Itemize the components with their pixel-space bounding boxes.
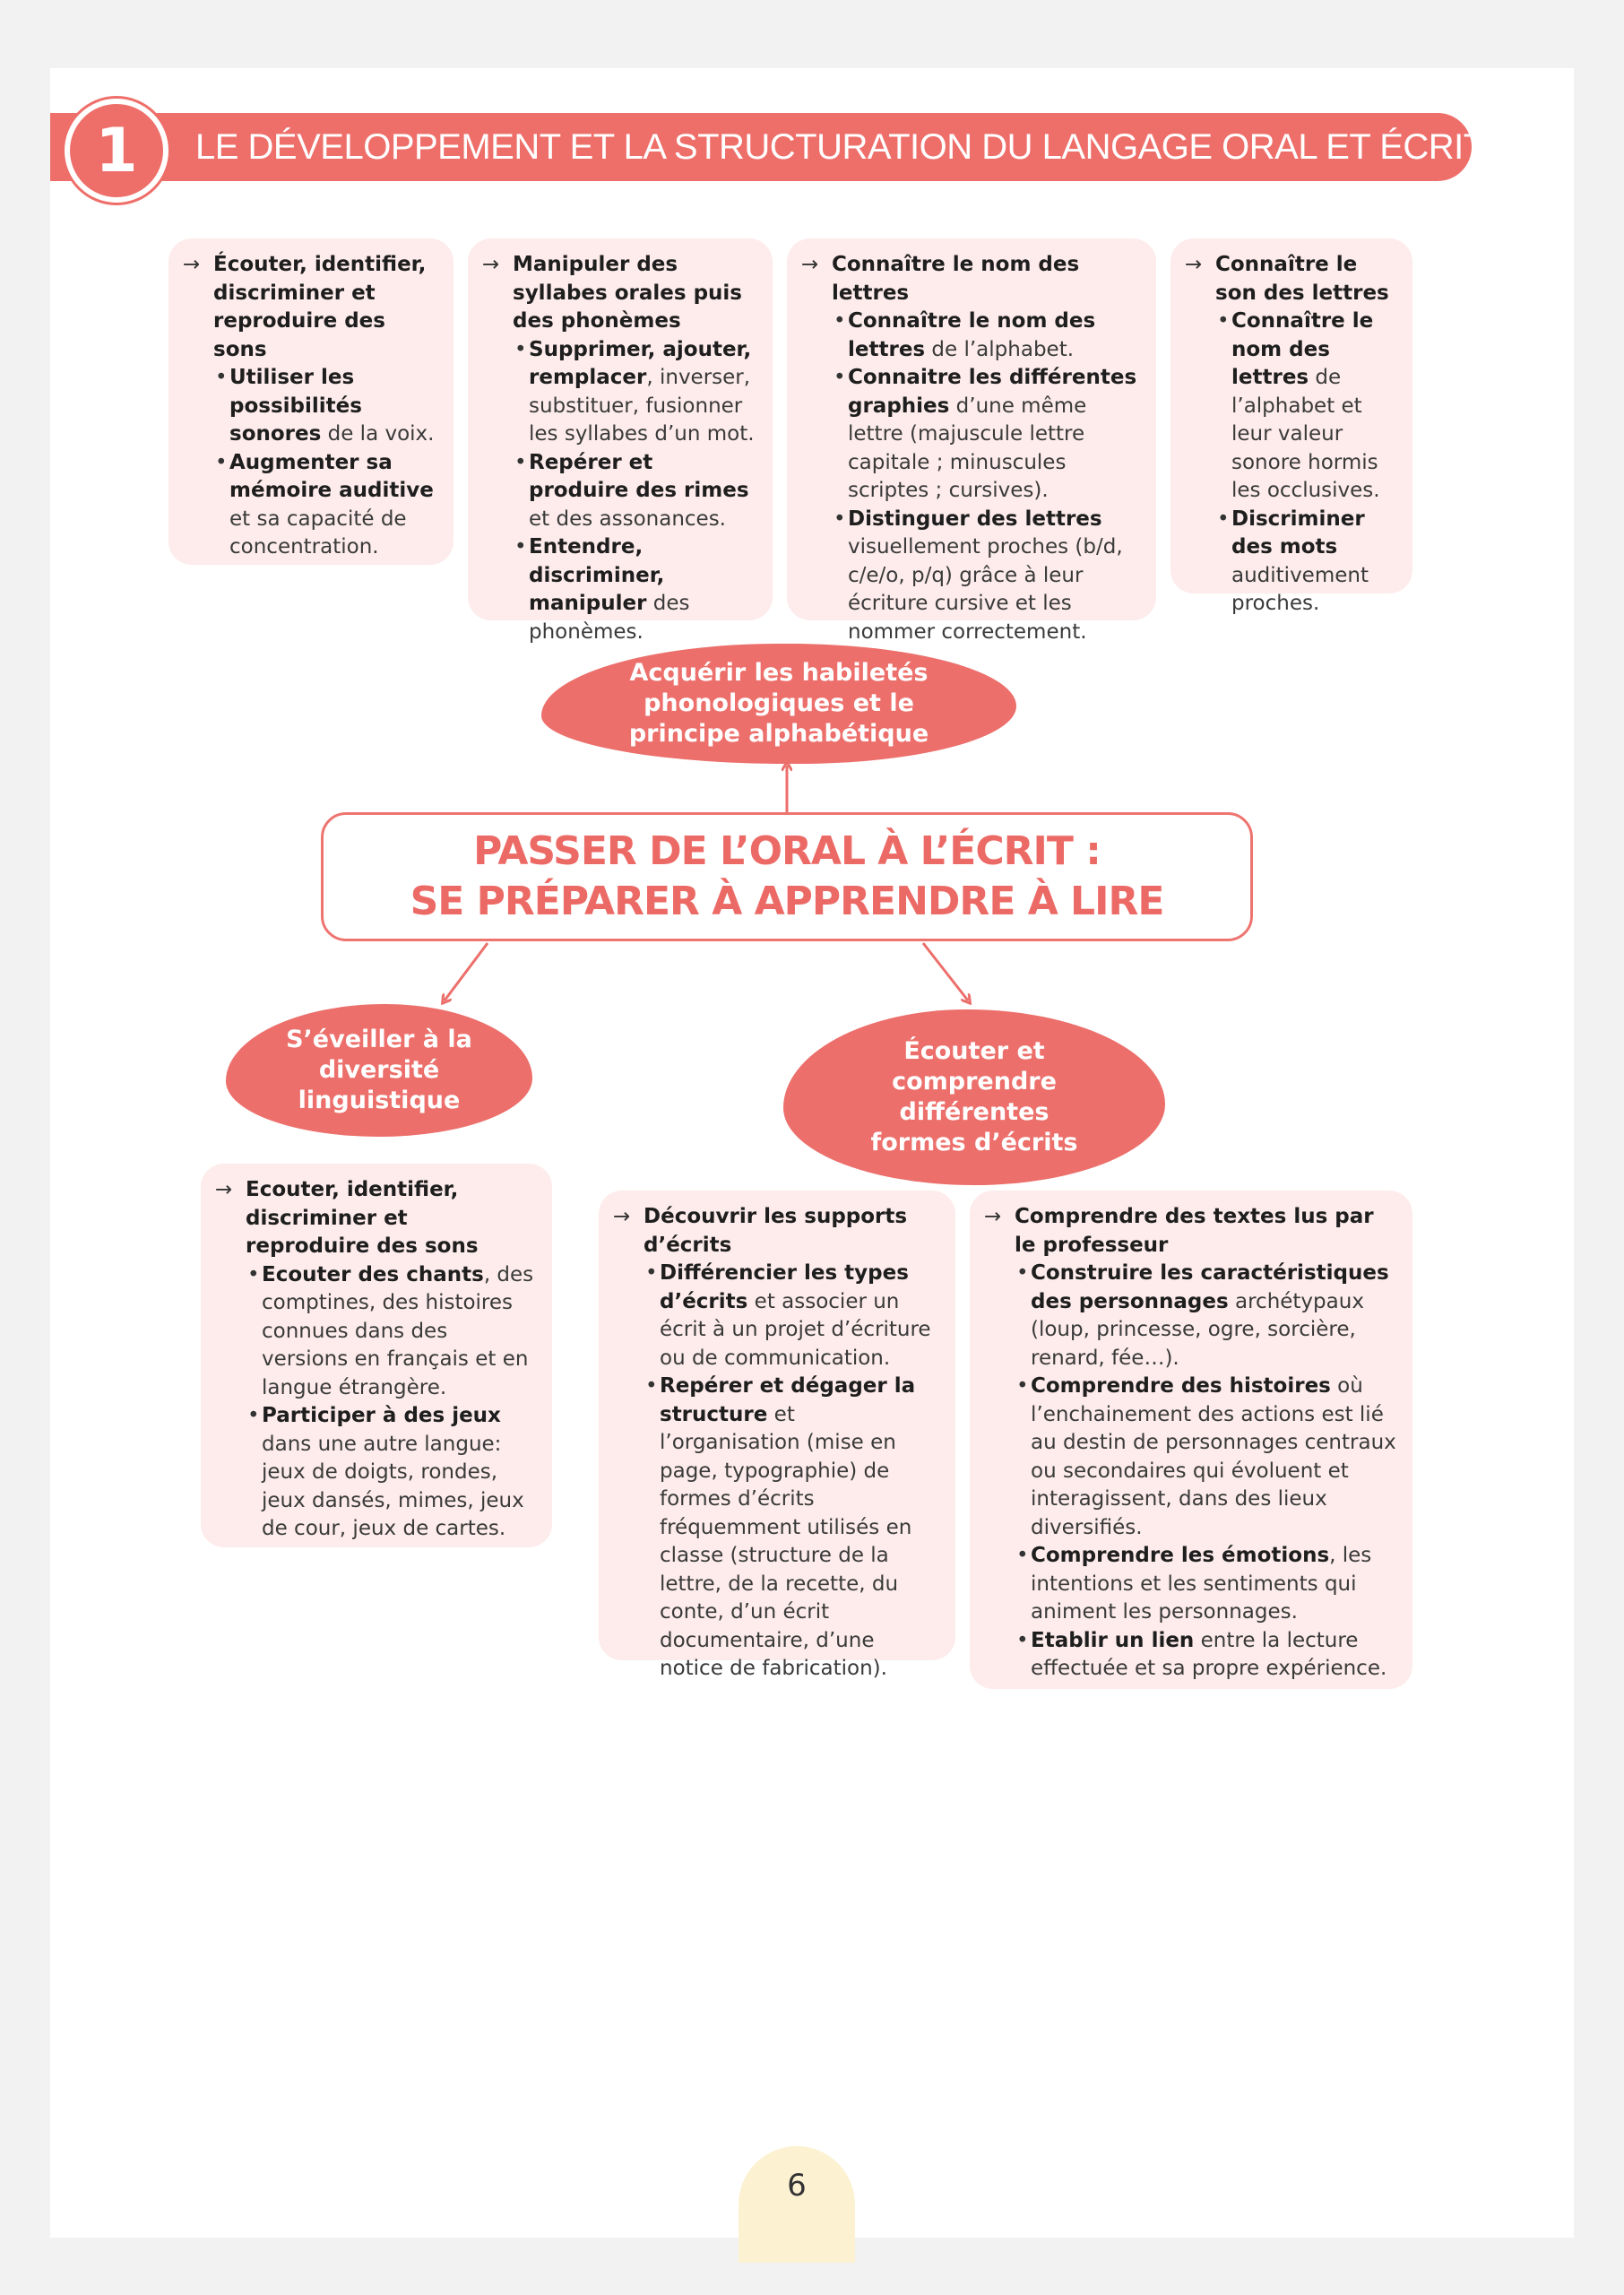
box-item-bold: Participer à des jeux: [262, 1404, 501, 1427]
box-item-bold: Différencier les types d’écrits: [660, 1261, 909, 1313]
page-number-label: 6: [787, 2168, 807, 2204]
page-number: [739, 2146, 855, 2263]
section-number-badge: 1: [65, 99, 168, 203]
box-item-bold: Comprendre les émotions: [1031, 1544, 1330, 1567]
box-item-text: et l’organisation (mise en page, typographie) de formes d’écrits fréquemment utilisés en classe (structure de la lettre, de la recette, du conte, d’un écrit documentaire, d’une notice de fabrication).: [660, 1402, 912, 1680]
skill-box-writing-supports: [599, 1191, 955, 1680]
connector-arrows: [50, 68, 1574, 1144]
box-item-bold: Comprendre des histoires: [1031, 1374, 1331, 1398]
box-item-text: visuellement proches (b/d, c/e/o, p/q) grâce à leur écriture cursive et les nommer correctement.: [848, 535, 1123, 644]
box-item-text: de la voix.: [321, 422, 435, 446]
section-title: LE DÉVELOPPEMENT ET LA STRUCTURATION DU LANGAGE ORAL ET ÉCRIT: [195, 127, 1485, 167]
arrow-to-right-branch: [923, 943, 968, 1000]
box-item-bold: Distinguer des lettres: [848, 507, 1102, 531]
branch-phonological-skills: [541, 644, 1016, 764]
box-item-text: , les intentions et les sentiments qui animent les personnages.: [1031, 1544, 1372, 1624]
central-theme-line-2: SE PRÉPARER À APPRENDRE À LIRE: [410, 879, 1164, 924]
branch-label: Acquérir les habiletés phonologiques et le principe alphabétique: [628, 659, 929, 748]
box-item-text: de l’alphabet.: [925, 337, 1075, 361]
box-item-text: , des comptines, des histoires connues dans des versions en français et en langue étrangère.: [262, 1262, 534, 1399]
box-item-text: des phonèmes.: [529, 592, 690, 644]
box-item-text: , inverser, substituer, fusionner les syllabes d’un mot.: [529, 366, 755, 446]
box-item-bold: Utiliser les possibilités sonores: [229, 366, 362, 446]
box-heading: Découvrir les supports d’écrits: [644, 1205, 908, 1257]
box-item-text: auditivement proches.: [1231, 563, 1369, 615]
box-item-bold: Ecouter des chants: [262, 1262, 484, 1286]
skill-box-diversity: [201, 1164, 552, 1547]
box-item-text: d’une même lettre (majuscule lettre capitale ; minuscules scriptes ; cursives).: [848, 394, 1087, 502]
branch-label: S’éveiller à la diversité linguistique: [286, 1026, 472, 1114]
skill-box-text-comprehension: [970, 1191, 1412, 1689]
box-item-bold: Repérer et produire des rimes: [529, 450, 749, 502]
box-item-text: de l’alphabet et leur valeur sonore hormis les occlusives.: [1231, 366, 1380, 502]
box-item-bold: Repérer et dégager la structure: [660, 1374, 916, 1426]
box-item-text: et sa capacité de concentration.: [229, 507, 407, 559]
arrow-to-left-branch: [445, 943, 488, 1000]
box-heading: Connaître le son des lettres: [1215, 253, 1389, 305]
box-item-text: et associer un écrit à un projet d’écriture ou de communication.: [660, 1289, 931, 1370]
page: [50, 68, 1574, 2238]
box-item-text: entre la lecture effectuée et sa propre expérience.: [1031, 1628, 1387, 1680]
branch-label: Écouter et comprendre différentes formes d’écrits: [870, 1037, 1078, 1156]
box-item-bold: Augmenter sa mémoire auditive: [229, 450, 434, 502]
central-theme-box: [321, 812, 1253, 941]
box-item-bold: Entendre, discriminer, manipuler: [529, 535, 665, 615]
box-heading: Comprendre des textes lus par le professeur: [1015, 1205, 1374, 1257]
box-item-bold: Etablir un lien: [1031, 1628, 1195, 1652]
box-heading: Connaître le nom des lettres: [832, 253, 1080, 305]
box-item-bold: Connaître le nom des lettres: [1231, 309, 1374, 389]
box-item-bold: Discriminer des mots: [1231, 507, 1365, 559]
box-heading: Ecouter, identifier, discriminer et reproduire des sons: [246, 1178, 479, 1258]
box-heading: Écouter, identifier, discriminer et reproduire des sons: [213, 253, 427, 361]
box-item-text: dans une autre langue: jeux de doigts, rondes, jeux dansés, mimes, jeux de cour, jeux de cartes.: [262, 1432, 524, 1540]
box-item-bold: Supprimer, ajouter, remplacer: [529, 337, 752, 389]
box-item-text: où l’enchainement des actions est lié au destin de personnages centraux ou secondaires qui évoluent et interagissent, dans des lieux diversifiés.: [1031, 1374, 1396, 1539]
central-theme-line-1: PASSER DE L’ORAL À L’ÉCRIT :: [473, 828, 1101, 874]
box-item-bold: Connaitre les différentes graphies: [848, 366, 1137, 418]
box-item-text: archétypaux (loup, princesse, ogre, sorcière, renard, fée…).: [1031, 1289, 1364, 1370]
box-item-text: et des assonances.: [529, 507, 726, 531]
box-heading: Manipuler des syllabes orales puis des phonèmes: [513, 253, 742, 333]
box-item-bold: Connaître le nom des lettres: [848, 309, 1096, 361]
box-item-bold: Construire les caractéristiques des personnages: [1031, 1261, 1389, 1313]
